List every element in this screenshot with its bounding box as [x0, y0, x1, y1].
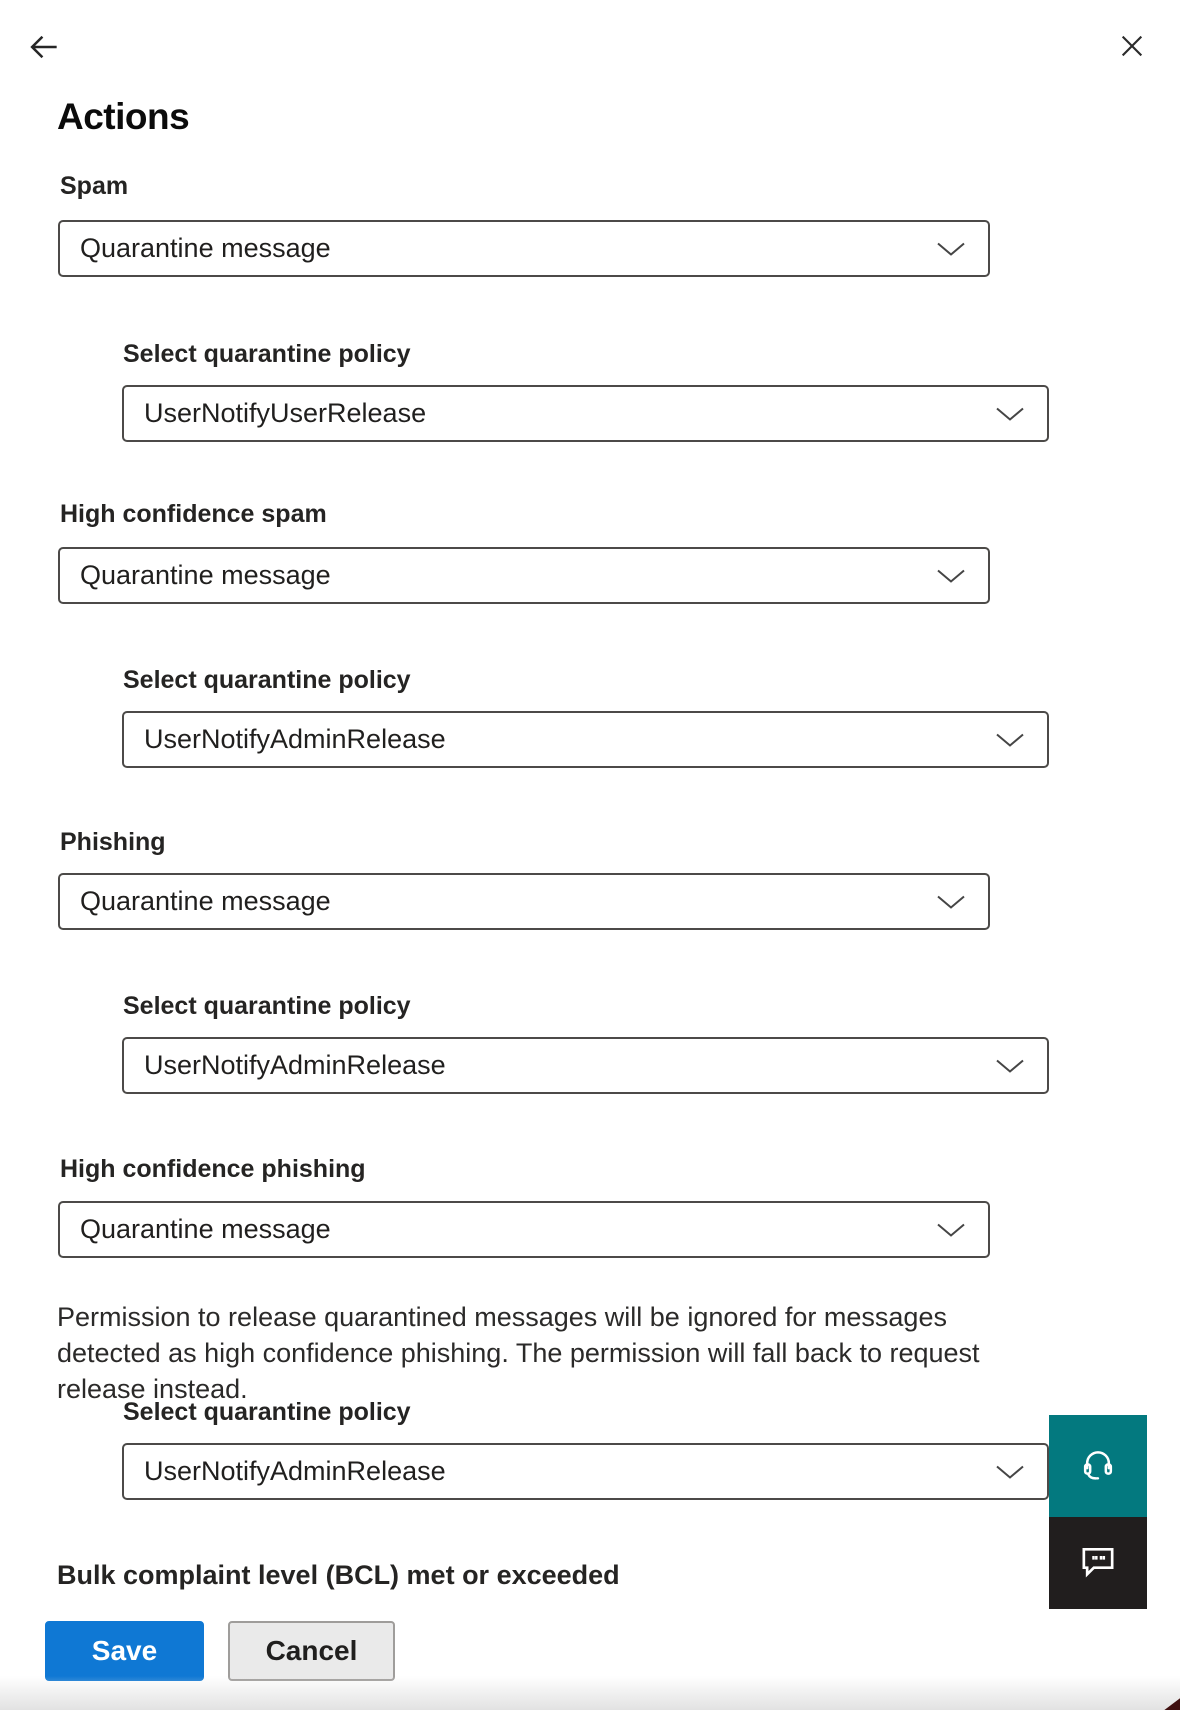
chevron-down-icon: [995, 1050, 1025, 1081]
policy-label-high-confidence-spam: Select quarantine policy: [123, 666, 411, 694]
high-confidence-phishing-action-dropdown[interactable]: [58, 1201, 990, 1258]
section-label-bulk-complaint-level: Bulk complaint level (BCL) met or exceeded: [57, 1560, 620, 1590]
spam-policy-value: UserNotifyUserRelease: [144, 398, 427, 428]
high-confidence-spam-policy-value: UserNotifyAdminRelease: [144, 724, 446, 754]
chevron-down-icon: [936, 1214, 966, 1245]
policy-label-spam: Select quarantine policy: [123, 340, 411, 368]
spam-action-value: Quarantine message: [80, 233, 331, 263]
high-confidence-phishing-action-value: Quarantine message: [80, 1214, 331, 1244]
chevron-down-icon: [995, 1456, 1025, 1487]
chevron-down-icon: [936, 886, 966, 917]
bottom-fade: [0, 1676, 1180, 1710]
chevron-down-icon: [936, 233, 966, 264]
phishing-action-value: Quarantine message: [80, 886, 331, 916]
phishing-policy-value: UserNotifyAdminRelease: [144, 1050, 446, 1080]
section-label-high-confidence-spam: High confidence spam: [60, 500, 327, 528]
high-confidence-spam-policy-dropdown[interactable]: [122, 711, 1049, 768]
policy-label-phishing: Select quarantine policy: [123, 992, 411, 1020]
high-confidence-spam-action-value: Quarantine message: [80, 560, 331, 590]
help-widget-button[interactable]: [1049, 1415, 1147, 1517]
cancel-button[interactable]: Cancel: [228, 1621, 395, 1681]
section-label-high-confidence-phishing: High confidence phishing: [60, 1155, 366, 1183]
back-button[interactable]: [22, 26, 66, 70]
page-title: Actions: [57, 96, 190, 137]
high-confidence-phishing-policy-dropdown[interactable]: [122, 1443, 1049, 1500]
spam-policy-dropdown[interactable]: [122, 385, 1049, 442]
headset-icon: [1078, 1444, 1118, 1489]
section-label-phishing: Phishing: [60, 828, 166, 856]
corner-artifact: [1163, 1690, 1180, 1710]
x-icon: [1116, 30, 1148, 65]
phishing-policy-dropdown[interactable]: [122, 1037, 1049, 1094]
high-confidence-spam-action-dropdown[interactable]: [58, 547, 990, 604]
high-confidence-phishing-note: Permission to release quarantined messages will be ignored for messages detected as high confidence phishing. The permission will fall back to request release instead.: [57, 1302, 980, 1404]
policy-label-high-confidence-phishing: Select quarantine policy: [123, 1398, 411, 1426]
chat-bubble-icon: [1078, 1541, 1118, 1586]
section-label-spam: Spam: [60, 172, 129, 200]
spam-action-dropdown[interactable]: [58, 220, 990, 277]
feedback-widget-button[interactable]: [1049, 1517, 1147, 1609]
close-button[interactable]: [1110, 25, 1154, 69]
chevron-down-icon: [936, 560, 966, 591]
chevron-down-icon: [995, 724, 1025, 755]
phishing-action-dropdown[interactable]: [58, 873, 990, 930]
chevron-down-icon: [995, 398, 1025, 429]
high-confidence-phishing-policy-value: UserNotifyAdminRelease: [144, 1456, 446, 1486]
save-button[interactable]: Save: [45, 1621, 204, 1681]
arrow-left-icon: [25, 28, 63, 69]
